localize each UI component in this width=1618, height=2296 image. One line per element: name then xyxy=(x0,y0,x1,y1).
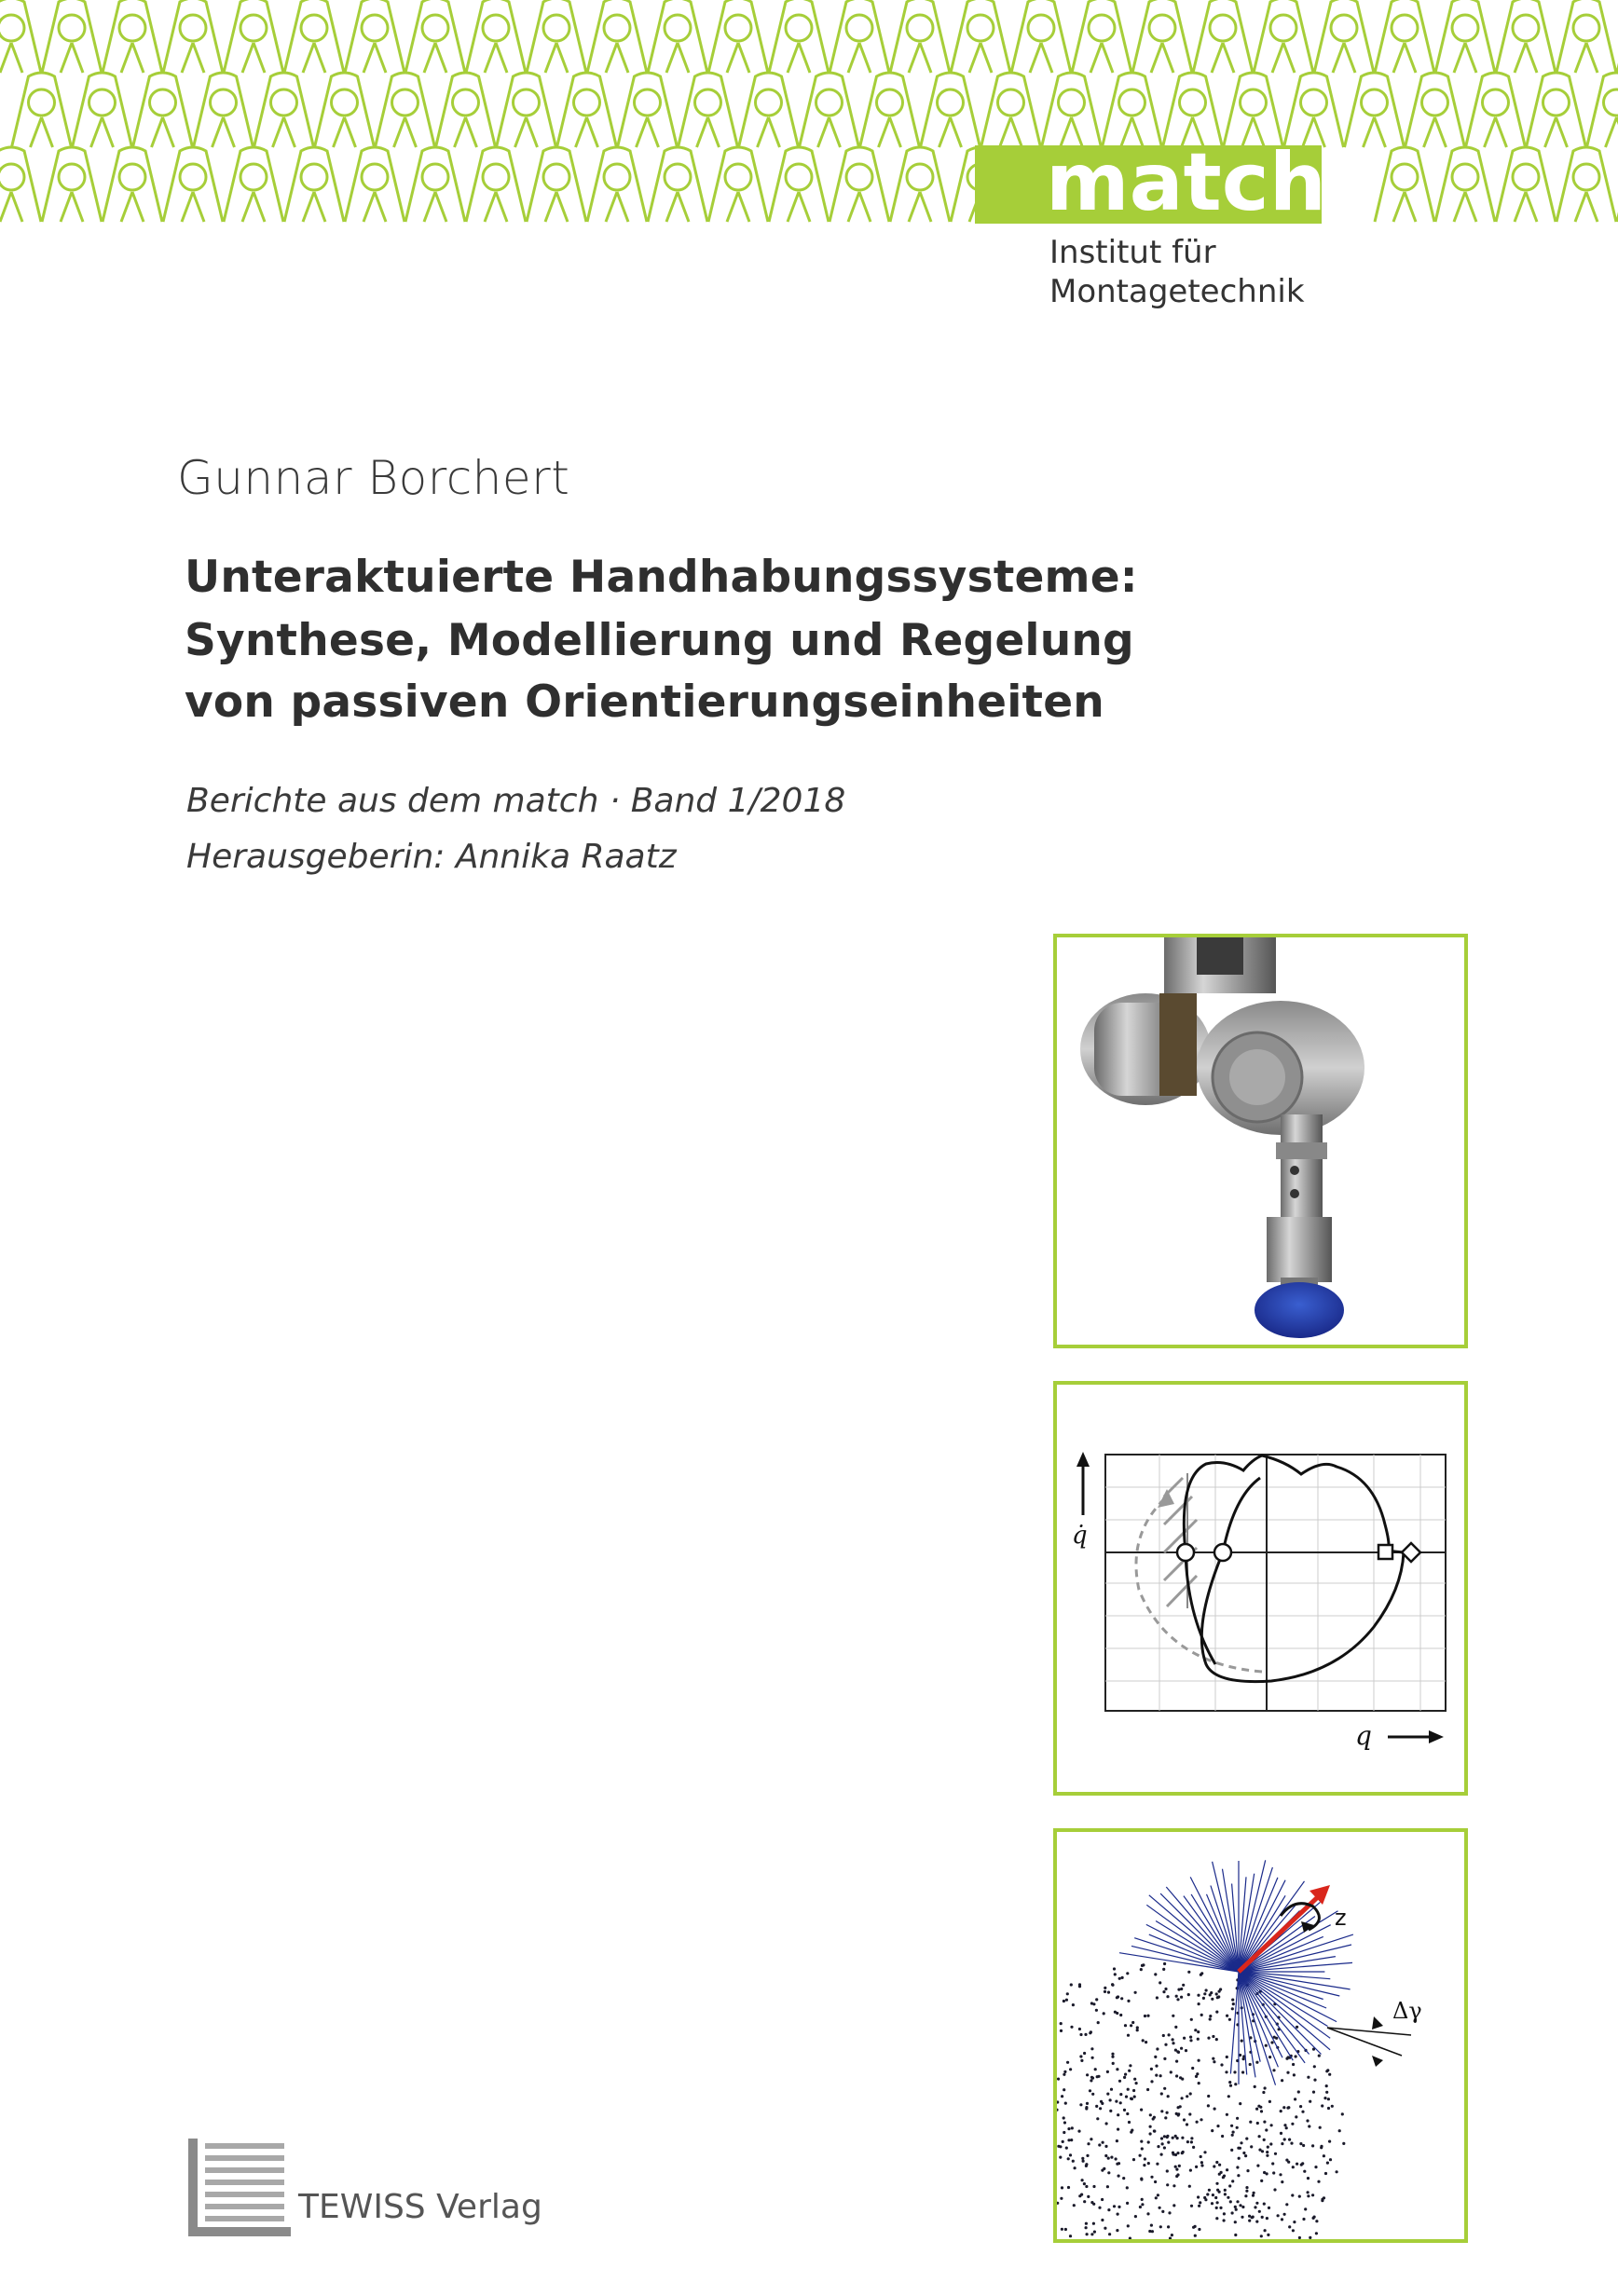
publisher-name: TEWISS Verlag xyxy=(298,2188,542,2226)
institute-line-2: Montagetechnik xyxy=(1049,273,1305,310)
phase-plot-frame xyxy=(1053,1381,1468,1796)
author-name: Gunnar Borchert xyxy=(177,451,570,505)
title-line-2: Synthese, Modellierung und Regelung xyxy=(185,615,1134,666)
sphere-plot-frame xyxy=(1053,1828,1468,2243)
tewiss-logo-icon xyxy=(188,2139,291,2236)
title-line-3: von passiven Orientierungseinheiten xyxy=(185,676,1104,728)
editor-info: Herausgeberin: Annika Raatz xyxy=(186,838,677,876)
match-logo-text: match xyxy=(1046,136,1326,229)
header-pattern xyxy=(0,0,1618,229)
series-info: Berichte aus dem match · Band 1/2018 xyxy=(186,782,846,820)
sphere-plot-figure xyxy=(1057,1832,1464,2239)
phase-xlabel: q xyxy=(1355,1720,1372,1751)
title-line-1: Unteraktuierte Handhabungssysteme: xyxy=(185,552,1138,603)
phase-plot-figure xyxy=(1057,1385,1464,1792)
robot-gripper-photo xyxy=(1057,937,1464,1345)
sphere-delta-label: Δγ xyxy=(1392,1998,1422,2024)
sphere-z-label: z xyxy=(1335,1905,1347,1931)
institute-line-1: Institut für xyxy=(1049,234,1216,271)
photo-frame xyxy=(1053,934,1468,1348)
phase-ylabel: q̇ xyxy=(1072,1522,1088,1550)
